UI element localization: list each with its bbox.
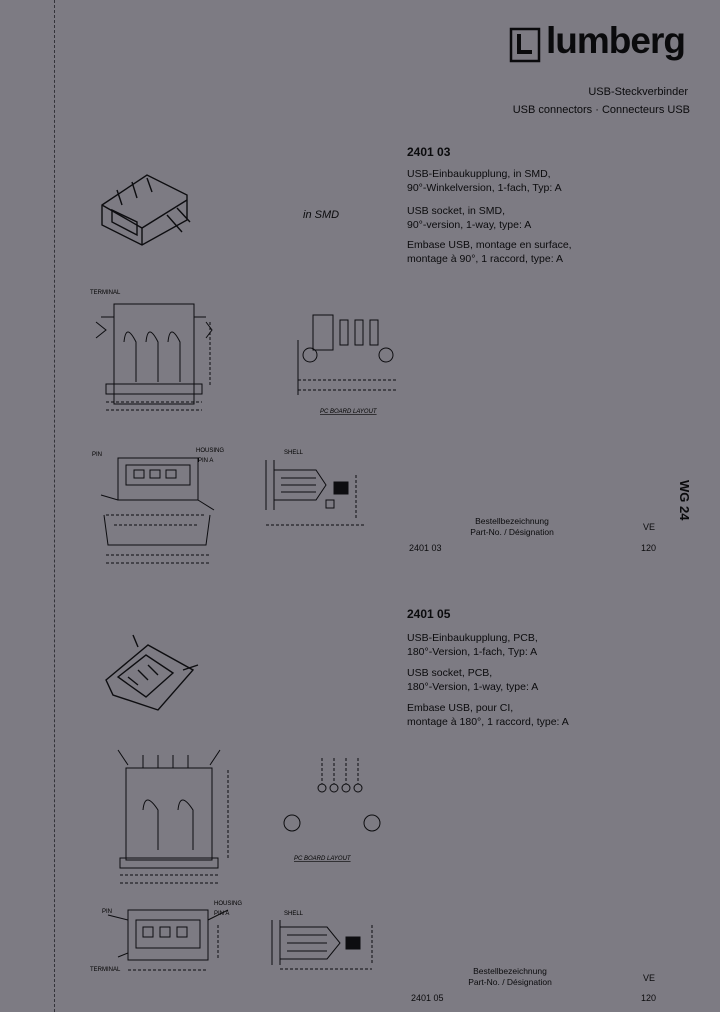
description-de: USB-Einbaukupplung, in SMD, 90°-Winkelversion, 1-fach, Typ: A xyxy=(407,168,562,194)
catalog-subtitle-de: USB-Steckverbinder xyxy=(588,86,688,98)
pack-header-2401-03: VE xyxy=(643,522,656,532)
pcb-layout-drawing-2401-03 xyxy=(258,300,408,418)
terminal-label: TERMINAL xyxy=(90,290,121,296)
description-fr: Embase USB, pour CI, montage à 180°, 1 raccord, type: A xyxy=(407,702,569,728)
order-header-2401-05: Bestellbezeichnung Part-No. / Désignation xyxy=(468,966,552,987)
housing-label: HOUSING xyxy=(214,901,243,907)
order-header-2401-03: Bestellbezeichnung Part-No. / Désignation xyxy=(470,516,554,537)
housing-label: HOUSING xyxy=(196,448,225,454)
pack-qty-2401-05: 120 xyxy=(641,993,657,1003)
side-view-drawing-2401-03 xyxy=(256,440,391,545)
pin-label: PIN xyxy=(92,452,103,458)
pack-qty-2401-03: 120 xyxy=(641,543,657,553)
pcb-layout-label: PC BOARD LAYOUT xyxy=(294,856,351,862)
pin-label: PIN xyxy=(102,909,113,915)
side-view-drawing-2401-05 xyxy=(262,905,402,975)
lumberg-logo-icon xyxy=(510,28,540,62)
top-view-drawing-2401-05 xyxy=(88,895,243,985)
catalog-subtitle-en-fr: USB connectors · Connecteurs USB xyxy=(512,104,690,116)
pcb-layout-label: PC BOARD LAYOUT xyxy=(320,409,377,415)
pin-a-label: PIN A xyxy=(198,458,214,464)
description-fr: Embase USB, montage en surface, montage à 90°, 1 raccord, type: A xyxy=(407,239,572,265)
description-en: USB socket, PCB, 180°-Version, 1-way, type: A xyxy=(407,667,539,693)
pack-header-2401-05: VE xyxy=(643,973,656,983)
front-view-drawing-2401-05 xyxy=(98,740,248,890)
description-en: USB socket, in SMD, 90°-version, 1-way, type: A xyxy=(407,205,532,231)
order-part-2401-05: 2401 05 xyxy=(411,993,444,1003)
terminal-label: TERMINAL xyxy=(90,967,121,973)
part-number-2401-03: 2401 03 xyxy=(407,145,451,159)
binding-margin-line xyxy=(54,0,55,1012)
pin-a-label: PIN A xyxy=(214,911,230,917)
shell-label: SHELL xyxy=(284,911,304,917)
shell-label: SHELL xyxy=(284,450,304,456)
product-image-2401-05 xyxy=(98,625,208,720)
product-image-2401-03 xyxy=(92,160,202,250)
top-view-drawing-2401-03 xyxy=(86,440,226,565)
mount-label: in SMD xyxy=(303,209,340,221)
pcb-layout-drawing-2401-05 xyxy=(282,748,392,863)
brand-name: lumberg xyxy=(546,20,685,61)
side-tab: WG 24 xyxy=(677,480,692,521)
order-part-2401-03: 2401 03 xyxy=(409,543,442,553)
description-de: USB-Einbaukupplung, PCB, 180°-Version, 1-fach, Typ: A xyxy=(407,632,538,658)
front-view-drawing-2401-03 xyxy=(86,282,236,422)
part-number-2401-05: 2401 05 xyxy=(407,607,451,621)
